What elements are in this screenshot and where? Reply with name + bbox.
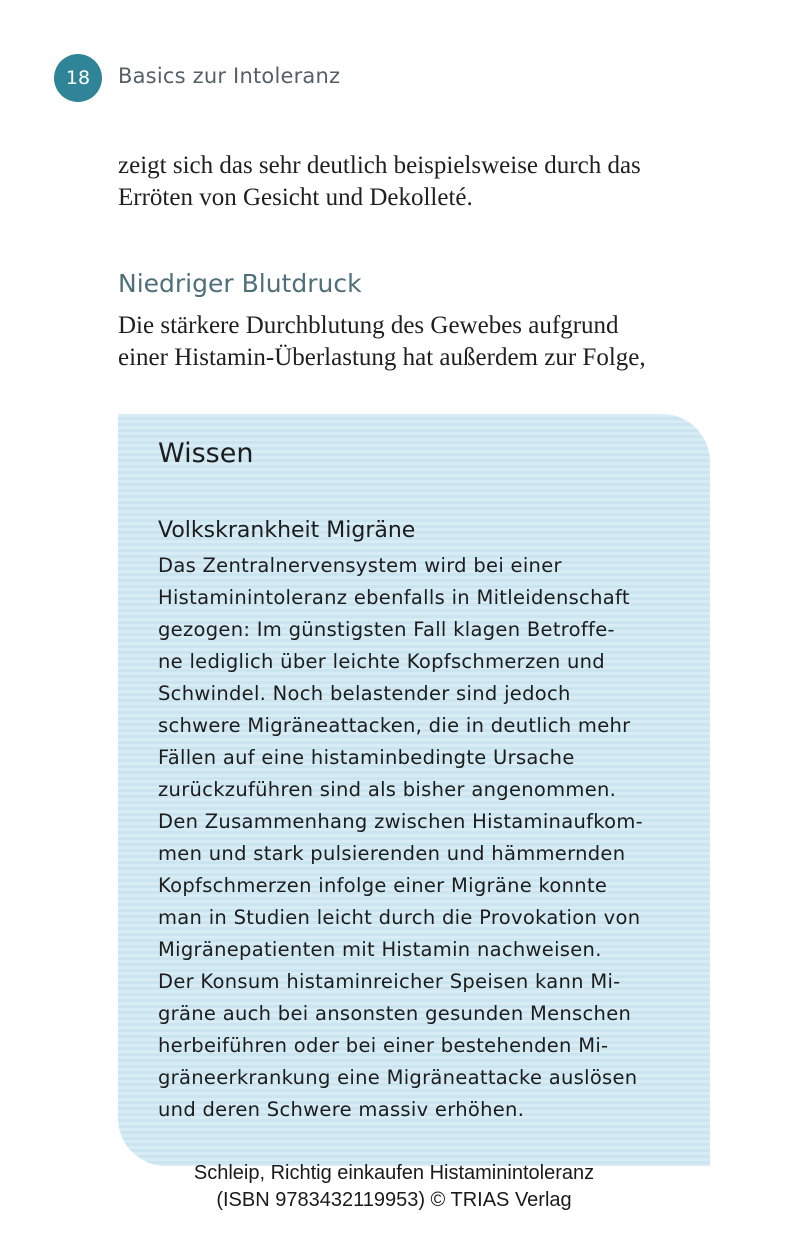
text-line: men und stark pulsierenden und hämmernden — [158, 842, 626, 865]
citation-line: (ISBN 9783432119953) © TRIAS Verlag — [216, 1189, 572, 1211]
text-line: Die stärkere Durchblutung des Gewebes aufgrund — [118, 312, 619, 339]
text-line: Fällen auf eine histaminbedingte Ursache — [158, 746, 575, 769]
text-line: Migränepatienten mit Histamin nachweisen. — [158, 938, 602, 961]
text-line: einer Histamin-Überlastung hat außerdem zur Folge, — [118, 344, 646, 371]
body-paragraph-2 — [118, 310, 718, 374]
text-line: man in Studien leicht durch die Provokation von — [158, 906, 641, 929]
text-line: schwere Migräneattacken, die in deutlich mehr — [158, 714, 631, 737]
text-line: ne lediglich über leichte Kopfschmerzen und — [158, 650, 605, 673]
text-line: Schwindel. Noch belastender sind jedoch — [158, 682, 571, 705]
info-box-title: Wissen — [158, 438, 254, 469]
section-heading: Niedriger Blutdruck — [118, 269, 362, 298]
citation-line: Schleip, Richtig einkaufen Histaminintoleranz — [193, 1162, 595, 1184]
text-line: gräneerkrankung eine Migräneattacke auslösen — [158, 1066, 638, 1089]
info-box — [118, 414, 710, 1166]
citation-footer — [0, 1160, 788, 1214]
body-paragraph-1 — [118, 150, 718, 214]
text-line: Erröten von Gesicht und Dekolleté. — [118, 184, 473, 211]
text-line: gezogen: Im günstigsten Fall klagen Betroffe- — [158, 618, 615, 641]
info-box-subtitle: Volkskrankheit Migräne — [158, 518, 416, 543]
text-line: Kopfschmerzen infolge einer Migräne konnte — [158, 874, 608, 897]
text-line: Histaminintoleranz ebenfalls in Mitleidenschaft — [158, 586, 630, 609]
text-line: Der Konsum histaminreicher Speisen kann Mi- — [158, 970, 621, 993]
text-line: herbeiführen oder bei einer bestehenden Mi- — [158, 1034, 609, 1057]
text-line: zurückzuführen sind als bisher angenommen. — [158, 778, 617, 801]
text-line: zeigt sich das sehr deutlich beispielsweise durch das — [118, 152, 641, 179]
text-line: Das Zentralnervensystem wird bei einer — [158, 554, 562, 577]
page-number-badge: 18 — [54, 54, 102, 102]
info-box-text — [158, 550, 698, 1126]
text-line: gräne auch bei ansonsten gesunden Menschen — [158, 1002, 632, 1025]
running-head: Basics zur Intoleranz — [118, 64, 341, 88]
text-line: und deren Schwere massiv erhöhen. — [158, 1098, 525, 1121]
text-line: Den Zusammenhang zwischen Histaminaufkom- — [158, 810, 644, 833]
